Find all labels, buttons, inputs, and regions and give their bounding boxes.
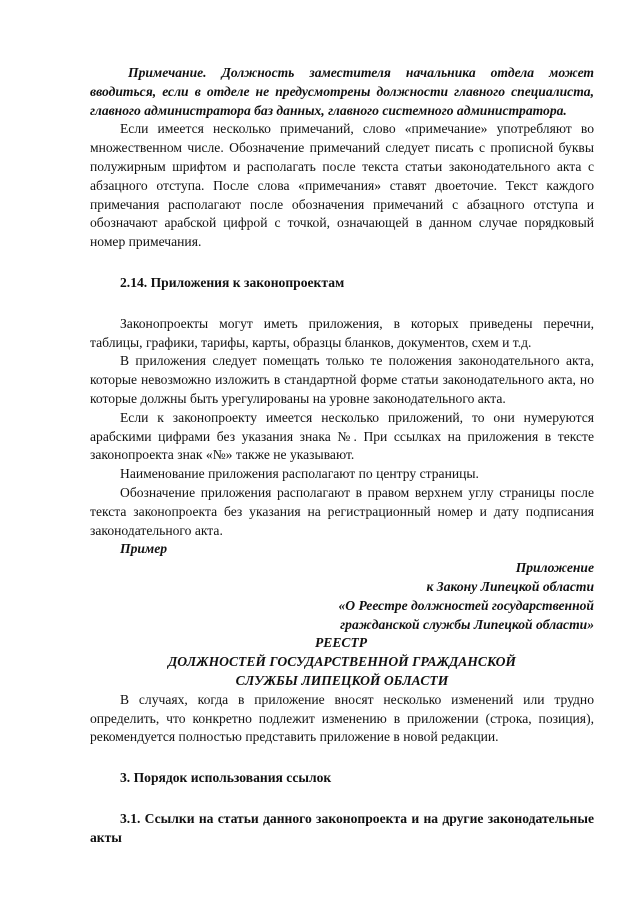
- section-3-heading: 3. Порядок использования ссылок: [120, 770, 332, 786]
- example-appendix-line-4: гражданской службы Липецкой области»: [340, 616, 594, 632]
- appendix-paragraph-3: Если к законопроекту имеется несколько приложений, то они нумеруются арабскими цифрами без указания знака №. При ссылках на приложения в тексте законопроекта знак «№» также не указывают.: [90, 409, 594, 463]
- example-appendix-line-3: «О Реестре должностей государственной: [338, 597, 594, 613]
- example-appendix-line-2: к Закону Липецкой области: [426, 578, 594, 594]
- example-label: Пример: [120, 541, 168, 557]
- note-paragraph: Примечание. Должность заместителя начальника отдела может вводиться, если в отделе не предусмотрены должности главного специалиста, главного администратора баз данных, главного системного администратора.: [90, 65, 594, 118]
- example-registry-subtitle-1: ДОЛЖНОСТЕЙ ГОСУДАРСТВЕННОЙ ГРАЖДАНСКОЙ: [168, 654, 516, 670]
- page-content: [90, 64, 594, 847]
- section-3-1-heading: 3.1. Ссылки на статьи данного законопроекта и на другие законодательные акты: [90, 810, 594, 845]
- appendix-paragraph-1: Законопроекты могут иметь приложения, в которых приведены перечни, таблицы, графики, тарифы, карты, образцы бланков, документов, схем и т.д.: [90, 315, 594, 350]
- example-appendix-block: [90, 559, 594, 691]
- example-registry-title: РЕЕСТР: [315, 635, 368, 651]
- notes-rules-paragraph: Если имеется несколько примечаний, слово «примечание» употребляют во множественном числе. Обозначение примечаний следует писать с прописной буквы полужирным шрифтом и располагать после текста статьи законодательного акта с абзацного отступа. После слова «примечания» ставят двоеточие. Текст каждого примечания располагают после обозначения примечаний с абзацного отступа и обозначают арабской цифрой с точкой, означающей в данном случае порядковый номер примечания.: [90, 121, 594, 250]
- appendix-paragraph-2: В приложения следует помещать только те положения законодательного акта, которые невозможно изложить в стандартной форме статьи законодательного акта, но которые должны быть урегулированы на уровне законодательного акта.: [90, 353, 594, 406]
- example-appendix-line-1: Приложение: [515, 560, 594, 576]
- appendix-paragraph-4: Наименование приложения располагают по центру страницы.: [120, 466, 479, 482]
- section-2-14-heading: 2.14. Приложения к законопроектам: [120, 274, 345, 290]
- appendix-closing-paragraph: В случаях, когда в приложение вносят несколько изменений или трудно определить, что конкретно подлежит изменению в приложении (строка, позиция), рекомендуется полностью представить приложение в новой редакции.: [90, 691, 594, 745]
- example-registry-subtitle-2: СЛУЖБЫ ЛИПЕЦКОЙ ОБЛАСТИ: [235, 672, 449, 688]
- appendix-paragraph-5: Обозначение приложения располагают в правом верхнем углу страницы после текста законопроекта без указания на регистрационный номер и дату подписания законодательного акта.: [90, 484, 594, 538]
